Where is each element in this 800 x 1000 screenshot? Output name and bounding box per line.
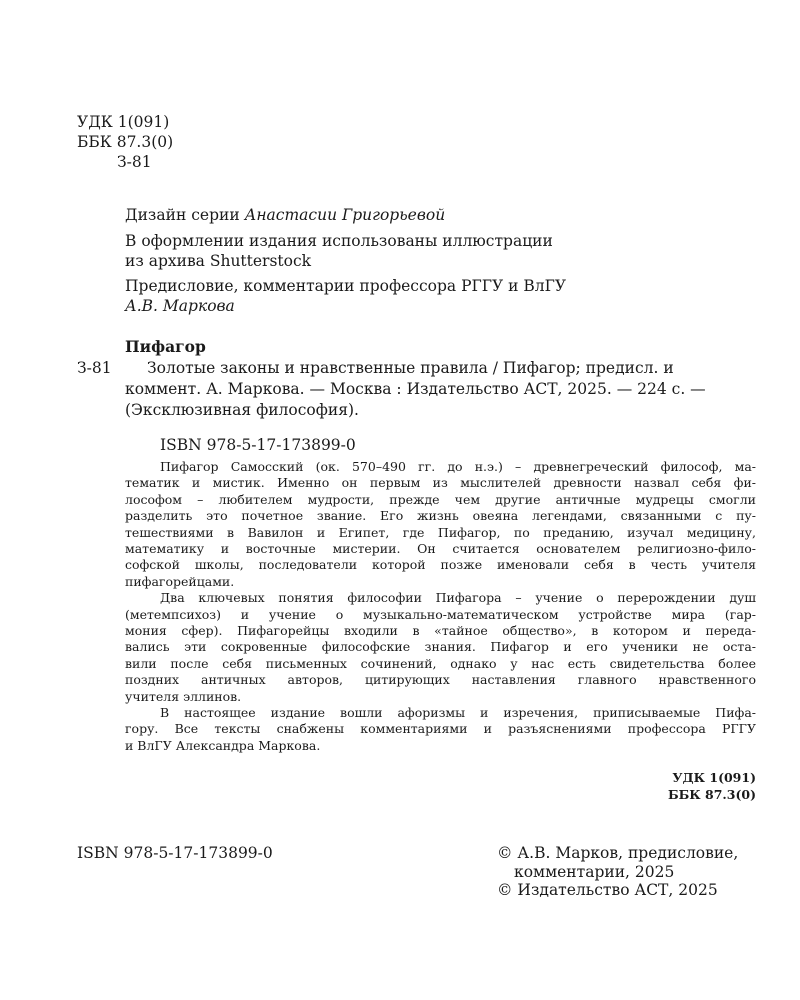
annotation-line: разделить это почетное звание. Его жизнь овеяна легендами, связанными с пу- [125,508,756,524]
catalog-line-1: Золотые законы и нравственные правила / Пифагор; предисл. и [147,359,674,377]
preface-credit-line1: Предисловие, комментарии профессора РГГУ и ВлГУ [125,277,567,295]
bbk-code: ББК 87.3(0) [77,133,174,151]
catalog-isbn: ISBN 978-5-17-173899-0 [160,436,356,454]
design-credit [125,205,445,225]
annotation-line: тешествиями в Вавилон и Египет, где Пифагор, по преданию, изучал медицину, [125,524,756,540]
annotation-line: вались эти сокровенные философские знания. Пифагор и его ученики не оста- [125,639,756,655]
designer-name: Анастасии Григорьевой [244,206,446,224]
annotation-line: мония сфер). Пифагорейцы входили в «тайное общество», в котором и переда- [125,623,756,638]
catalog-mark: З-81 [77,359,112,377]
footer-bbk-code: ББК 87.3(0) [667,787,756,802]
design-credit-prefix: Дизайн серии [125,206,245,224]
annotation-line: математику и восточные мистерии. Он считается основателем религиозно-фило- [125,541,756,556]
udk-code: УДК 1(091) [77,113,170,131]
author-mark: З-81 [117,153,152,171]
annotation-line: тематик и мистик. Именно он первым из мыслителей древности назвал себя фи- [125,475,756,491]
catalog-line-3: (Эксклюзивная философия). [125,401,359,419]
annotation-line: гору. Все тексты снабжены комментариями и разъяснениями профессора РГГУ [125,721,756,737]
copyright-author-line1: © А.В. Марков, предисловие, [497,844,739,862]
annotation-line: пифагорейцами. [125,573,235,589]
annotation-line: Пифагор Самосский (ок. 570–490 гг. до н.э.) – древнегреческий философ, ма- [160,459,756,474]
annotation-line: вили после себя письменных сочинений, однако у нас есть свидетельства более [125,655,756,671]
preface-author-name: А.В. Маркова [125,297,235,315]
copyright-publisher: © Издательство АСТ, 2025 [497,881,718,899]
annotation-line: В настоящее издание вошли афоризмы и изречения, приписываемые Пифа- [160,705,756,720]
annotation-line: софской школы, последователи которой позже именовали себя в честь учителя [125,557,756,573]
annotation-line: учителя эллинов. [125,688,242,704]
annotation-line: (метемпсихоз) и учение о музыкально-математическом устройстве мира (гар- [125,606,756,622]
annotation-line: поздних античных авторов, цитирующих наставления главного нравственного [125,672,756,688]
catalog-line-2: коммент. А. Маркова. — Москва : Издательство АСТ, 2025. — 224 с. — [125,380,706,398]
annotation-line: Два ключевых понятия философии Пифагора – учение о перерождении душ [160,590,756,606]
illustrations-credit-line2: из архива Shutterstock [125,252,312,270]
annotation-line: и ВлГУ Александра Маркова. [125,737,321,753]
bottom-isbn: ISBN 978-5-17-173899-0 [77,844,273,862]
copyright-author-line2: комментарии, 2025 [514,863,675,881]
annotation-line: лософом – любителем мудрости, прежде чем другие античные мудрецы смогли [125,491,756,507]
footer-udk-code: УДК 1(091) [672,770,756,785]
catalog-author: Пифагор [125,337,206,356]
illustrations-credit-line1: В оформлении издания использованы иллюстрации [125,232,553,250]
